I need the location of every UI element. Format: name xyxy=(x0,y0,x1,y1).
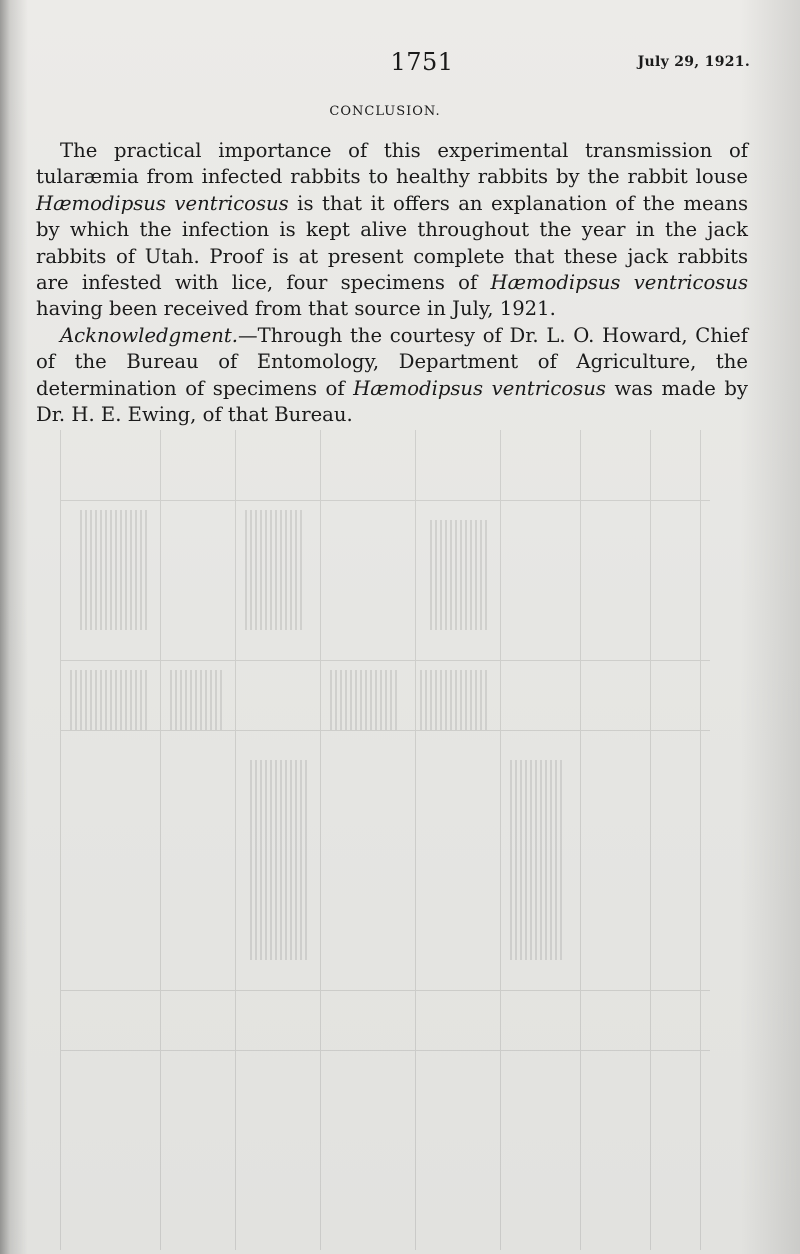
show-through-table xyxy=(60,430,710,1250)
header-date: July 29, 1921. xyxy=(637,54,750,70)
page-number: 1751 xyxy=(390,48,454,76)
paragraph-text: was made by Dr. H. E. Ewing, of that Bureau. xyxy=(36,376,748,427)
paragraph-text: having been received from that source in July, 1921. xyxy=(36,297,556,321)
body-text xyxy=(36,138,748,428)
paragraph-acknowledgment xyxy=(36,323,748,429)
paragraph-text: is that it offers an explanation of the means by which the infection is kept alive throughout the year in the jack rabbits of Utah. Proof is at present complete that these jack rabbits are infested with lice, four specimens of xyxy=(36,191,749,295)
species-name: Hæmodipsus ventricosus xyxy=(490,271,748,295)
species-name: Hæmodipsus ventricosus xyxy=(36,191,289,215)
paragraph-text: The practical importance of this experimental transmission of tularæmia from infected rabbits to healthy rabbits by the rabbit louse xyxy=(36,139,748,189)
acknowledgment-label: Acknowledgment. xyxy=(60,323,239,347)
paragraph-conclusion xyxy=(36,138,748,323)
paragraph-text: —Through the courtesy of Dr. L. O. Howard, Chief of the Bureau of Entomology, Department of Agriculture, the determination of specimens of xyxy=(36,323,748,400)
running-header xyxy=(40,48,760,78)
species-name: Hæmodipsus ventricosus xyxy=(353,376,606,400)
section-heading: CONCLUSION. xyxy=(329,104,441,119)
